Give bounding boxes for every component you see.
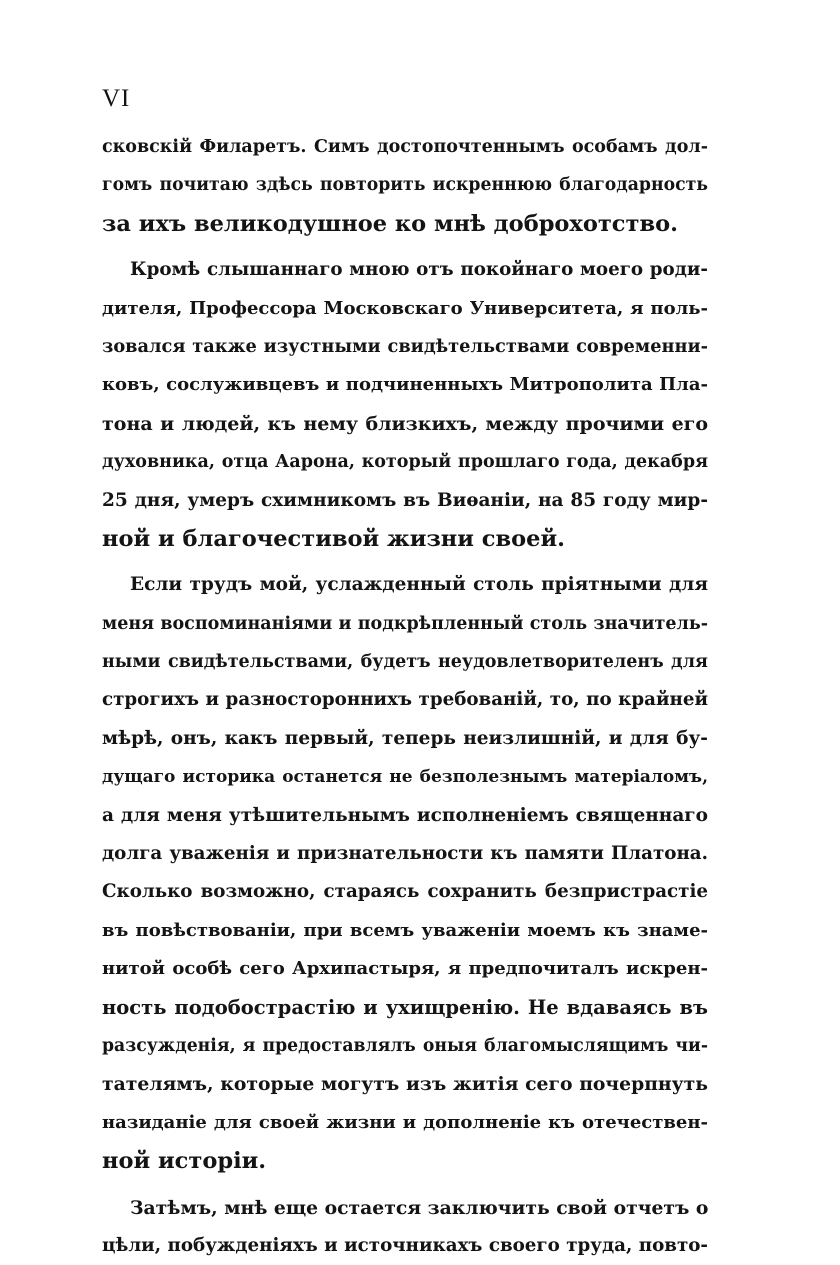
text-line: тона и людей, къ нему близкихъ, между прочими его [102,412,708,435]
text-line: ной исторіи. [102,1148,267,1175]
paragraph [102,1189,708,1265]
text-line: а для меня утѣшительнымъ исполненіемъ священнаго [102,804,708,826]
text-line: гомъ почитаю здѣсь повторить искреннюю благодарность [102,175,708,196]
text-line: Кромѣ слышаннаго мною отъ покойнаго моего роди- [130,259,708,281]
text-line: зовался также изустными свидѣтельствами современни- [102,335,708,357]
text-line: долга уваженія и признательности къ памяти Платона. [102,843,708,865]
paragraph [102,251,708,558]
paragraph-gap [102,558,708,566]
text-line: разсужденія, я предоставлялъ оныя благомыслящимъ чи- [102,1035,708,1056]
text-line: ковъ, сослуживцевъ и подчиненныхъ Митрополита Пла- [102,374,708,396]
body-text [102,128,708,1265]
paragraph [102,566,708,1180]
text-line: меня воспоминаніями и подкрѣпленный столь значитель- [102,613,708,634]
text-line: духовника, отца Аарона, который прошлаго года, декабря [102,452,708,473]
text-line: ность подобострастію и ухищренію. Не вдаваясь въ [102,995,708,1019]
text-line: 25 дня, умеръ схимникомъ въ Виѳаніи, на 85 году мир- [102,489,708,511]
text-line: нитой особѣ сего Архипастыря, я предпочиталъ искрен- [102,958,708,980]
text-line: въ повѣствованіи, при всемъ уваженіи моемъ къ знаме- [102,919,708,941]
text-line: дущаго историка останется не безполезнымъ матеріаломъ, [102,767,708,788]
paragraph-gap [102,1181,708,1189]
text-line: сковскій Филаретъ. Симъ достопочтеннымъ особамъ дол- [102,137,708,157]
page-number: VI [102,85,131,112]
text-line: Если трудъ мой, услажденный столь пріятными для [130,574,708,596]
text-line: дителя, Профессора Московскаго Университета, я поль- [102,297,708,319]
text-line: за ихъ великодушное ко мнѣ доброхотство. [102,210,678,237]
text-line: Затѣмъ, мнѣ еще остается заключить свой отчетъ о [130,1196,708,1219]
text-line: мѣрѣ, онъ, какъ первый, теперь неизлишній, и для бу- [102,727,708,749]
text-line: Сколько возможно, стараясь сохранить безпристрастіе [102,881,708,903]
paragraph-gap [102,243,708,251]
text-line: ными свидѣтельствами, будетъ неудовлетворителенъ для [102,652,708,673]
text-line: назиданіе для своей жизни и дополненіе къ отечествен- [102,1111,708,1133]
text-line: ной и благочестивой жизни своей. [102,525,565,552]
text-line: тателямъ, которые могутъ изъ житія сего почерпнуть [102,1073,708,1096]
text-line: цѣли, побужденіяхъ и источникахъ своего труда, повто- [102,1234,708,1256]
paragraph [102,128,708,243]
text-line: строгихъ и разностороннихъ требованій, то, по крайней [102,689,708,711]
